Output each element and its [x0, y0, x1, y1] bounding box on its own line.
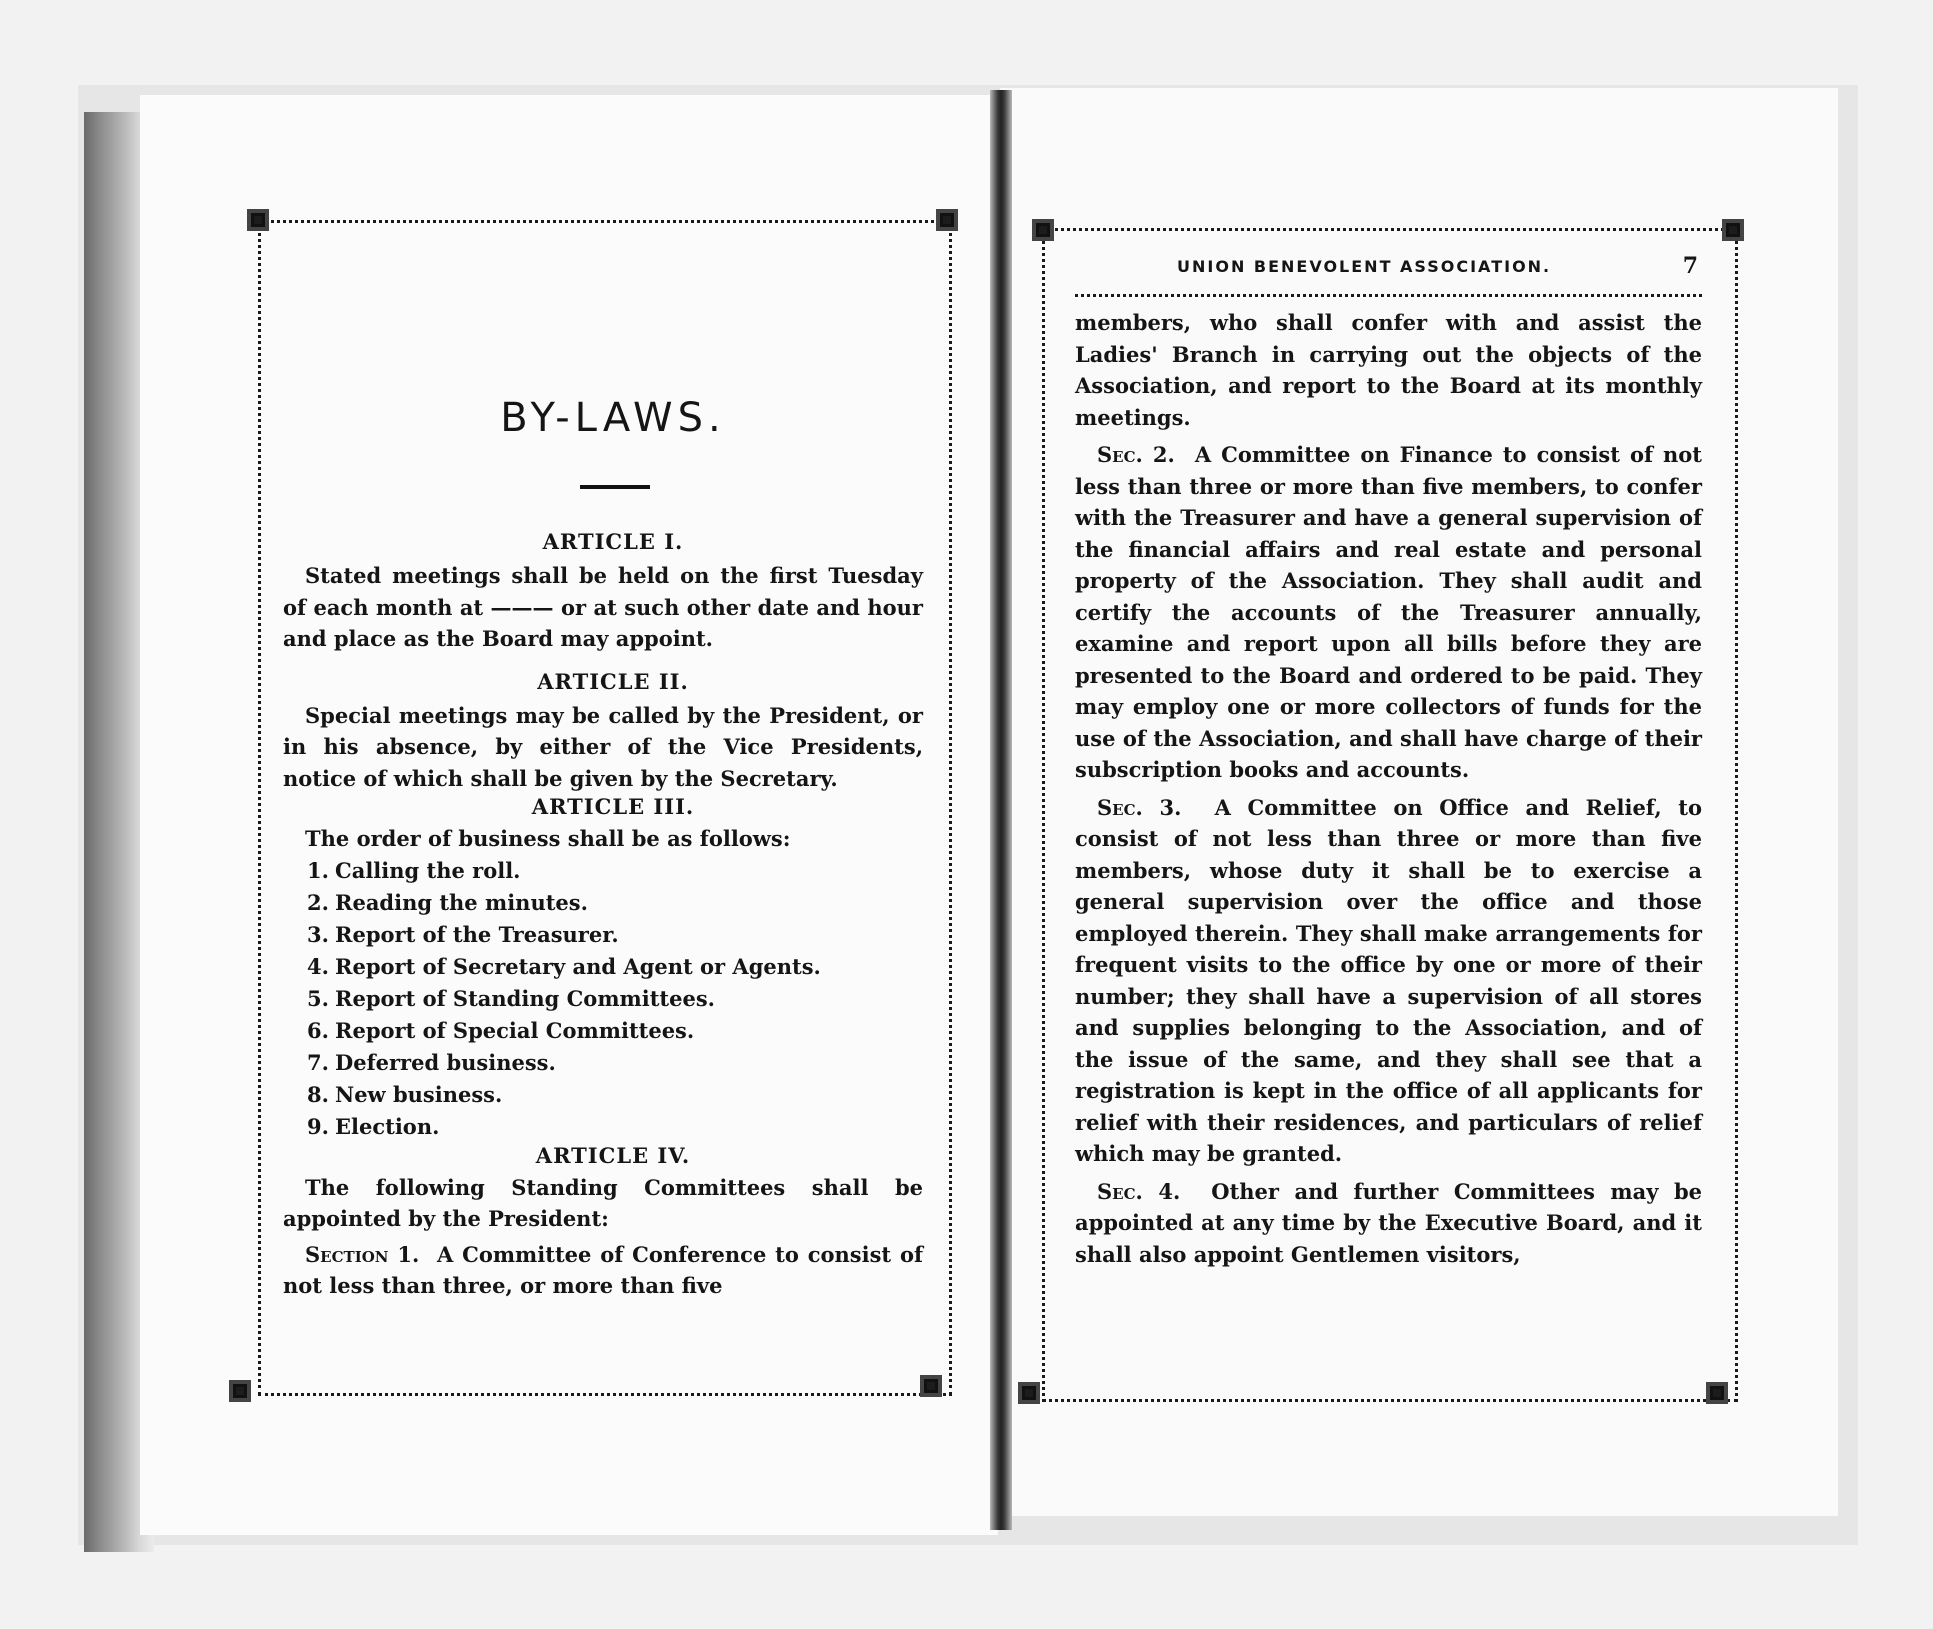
page-title: BY-LAWS. — [500, 395, 726, 441]
section-2-text: A Committee on Finance to consist of not less than three or more than five members, to confer with the Treasurer and have a general supervision of the financial affairs and real estate and personal property of the Association. They shall audit and certify the accounts of the Treasurer annually, examine and report upon all bills before they are presented to the Board and ordered to be paid. They may employ one or more collectors of funds for the use of the Association, and shall have charge of their subscription books and accounts. — [1075, 442, 1702, 782]
section-3-label: Sec. 3. — [1097, 794, 1182, 820]
running-head-rule — [1075, 294, 1702, 297]
list-item: 6. Report of Special Committees. — [307, 1017, 695, 1043]
list-item: 2. Reading the minutes. — [307, 889, 588, 915]
corner-ornament-top-left — [247, 209, 269, 231]
section-1-paragraph — [283, 1239, 923, 1302]
corner-ornament-top-left — [1032, 219, 1054, 241]
section-3-paragraph — [1075, 792, 1702, 1170]
section-4-paragraph — [1075, 1176, 1702, 1271]
corner-ornament-bottom-right — [920, 1375, 942, 1397]
article-1-text: Stated meetings shall be held on the first Tuesday of each month at ——— or at such other date and hour and place as the Board may appoint. — [283, 563, 923, 651]
continuation-paragraph: members, who shall confer with and assist the Ladies' Branch in carrying out the objects of the Association, and report to the Board at its monthly meetings. — [1075, 310, 1702, 430]
article-2-text: Special meetings may be called by the President, or in his absence, by either of the Vice Presidents, notice of which shall be given by the Secretary. — [283, 702, 923, 791]
article-2-heading: ARTICLE II. — [537, 668, 689, 694]
right-page-content — [1075, 238, 1702, 1270]
list-item: 5. Report of Standing Committees. — [307, 985, 715, 1011]
list-item: 4. Report of Secretary and Agent or Agents. — [307, 953, 821, 979]
section-4-label: Sec. 4. — [1097, 1178, 1181, 1204]
article-4-heading: ARTICLE IV. — [535, 1142, 691, 1168]
section-1-text: A Committee of Conference to consist of not less than three, or more than five — [283, 1241, 923, 1298]
article-1-heading: ARTICLE I. — [542, 529, 684, 554]
list-item: 9. Election. — [307, 1113, 440, 1139]
section-4-text: Other and further Committees may be appointed at any time by the Executive Board, and it shall also appoint Gentlemen visitors, — [1075, 1178, 1702, 1267]
order-of-business-list — [283, 855, 923, 1143]
article-3-heading: ARTICLE III. — [531, 794, 695, 819]
title-rule — [580, 485, 650, 489]
section-3-text: A Committee on Office and Relief, to consist of not less than three or more than five members, whose duty it shall be to exercise a general supervision over the office and those employed therein. They shall make arrangements for frequent visits to the office by one or more of their number; they shall have a supervision of all stores and supplies belonging to the Association, and of the issue of the same, and they shall see that a registration is kept in the office of all applicants for relief with their residences, and particulars of relief which may be granted. — [1075, 794, 1702, 1166]
section-2-paragraph — [1075, 439, 1702, 786]
corner-ornament-bottom-left — [1018, 1382, 1040, 1404]
corner-ornament-top-right — [936, 209, 958, 231]
article-4-text: The following Standing Committees shall be appointed by the President: — [283, 1174, 923, 1231]
list-item: 7. Deferred business. — [307, 1049, 556, 1075]
list-item: 1. Calling the roll. — [307, 857, 521, 883]
corner-ornament-top-right — [1722, 219, 1744, 241]
left-page-content — [283, 240, 923, 1302]
page-number: 7 — [1682, 253, 1698, 279]
running-head-title: UNION BENEVOLENT ASSOCIATION. — [1177, 256, 1552, 276]
corner-ornament-bottom-right — [1706, 1382, 1728, 1404]
corner-ornament-bottom-left — [229, 1380, 251, 1402]
section-1-label: Section 1. — [305, 1241, 420, 1267]
article-3-intro: The order of business shall be as follows: — [305, 826, 791, 851]
running-head — [1075, 252, 1702, 280]
list-item: 3. Report of the Treasurer. — [307, 921, 619, 947]
list-item: 8. New business. — [307, 1081, 503, 1107]
book-gutter — [990, 90, 1012, 1530]
section-2-label: Sec. 2. — [1097, 442, 1175, 467]
